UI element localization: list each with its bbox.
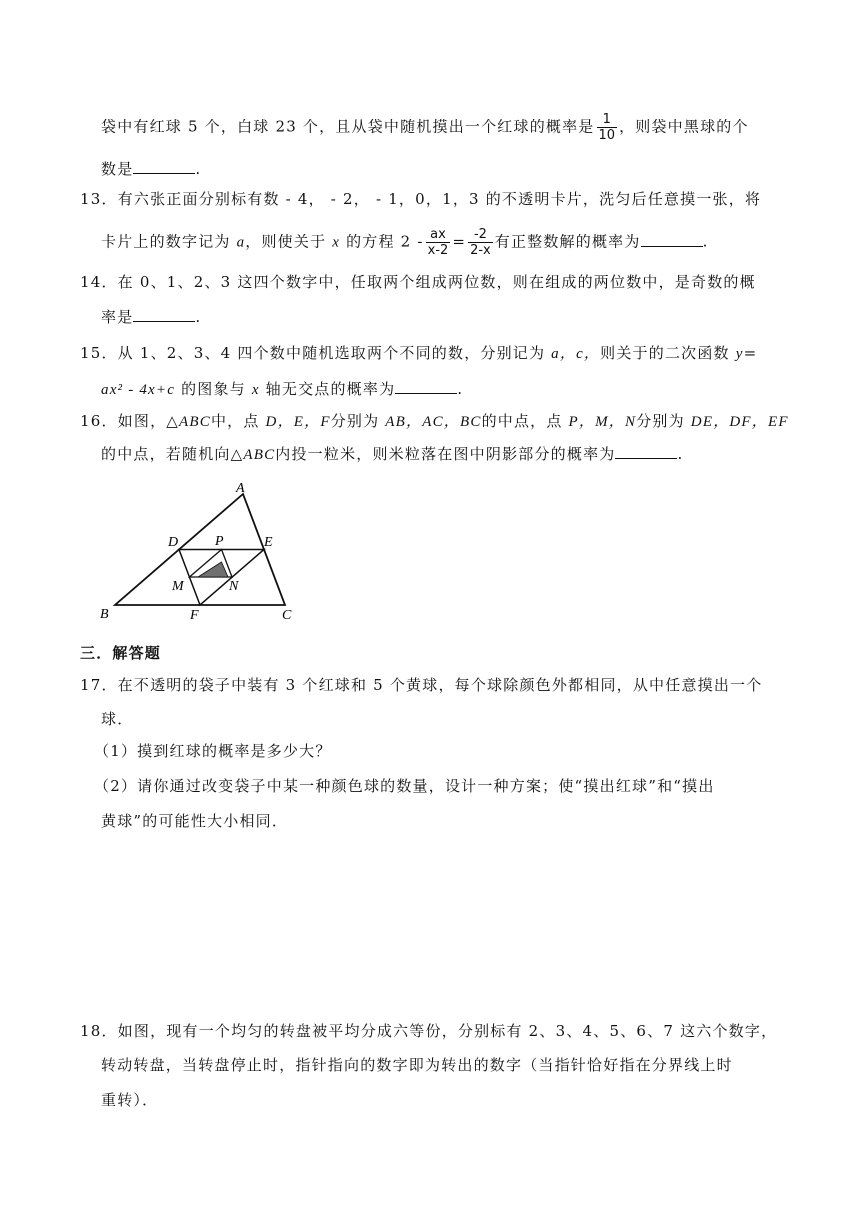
q16-text-1b: 中，点 xyxy=(210,412,260,430)
q17-sub2-line2 xyxy=(101,810,288,832)
triangle-figure xyxy=(90,478,350,628)
q17-line2 xyxy=(101,708,133,730)
q16-line1 xyxy=(80,410,789,433)
q16-abc-2: ABC xyxy=(243,447,276,463)
label-b: B xyxy=(100,607,109,622)
q17-sub2-text-2: 黄球”的可能性大小相同． xyxy=(101,812,289,830)
q12-text-a: 袋中有红球 5 个，白球 23 个，且从袋中随机摸出一个红球的概率是 xyxy=(101,117,595,136)
q13-answer-blank[interactable] xyxy=(641,230,703,247)
q15-eq: = xyxy=(743,344,758,362)
q16-pmn: P，M，N xyxy=(568,414,637,430)
q18-line3 xyxy=(101,1089,158,1111)
q17-sub1 xyxy=(94,740,332,762)
q12-answer-blank[interactable] xyxy=(133,157,195,174)
q13-line2 xyxy=(101,227,709,258)
q13-text-2a: 卡片上的数字记为 xyxy=(101,232,231,251)
q13-equals: = xyxy=(452,232,467,251)
q17-text-1: 17．在不透明的袋子中装有 3 个红球和 5 个黄球，每个球除颜色外都相同，从中任意摸出一个 xyxy=(80,676,763,694)
q18-text-1: 18．如图，现有一个均匀的转盘被平均分成六等份，分别标有 2、3、4、5、6、7 这六个数字， xyxy=(80,1022,778,1040)
q15-var-x: x xyxy=(251,382,260,398)
q16-text-2b: 内投一粒米，则米粒落在图中阴影部分的概率为 xyxy=(275,445,616,463)
q15-expr: ax² - 4x+c xyxy=(101,382,176,398)
q13-frac1-den: x-2 xyxy=(427,243,449,258)
q17-text-2: 球． xyxy=(101,710,134,728)
q16-text-2a: 的中点，若随机向△ xyxy=(101,445,244,463)
shaded-region xyxy=(198,562,228,577)
q17-sub1-text: （1）摸到红球的概率是多少大？ xyxy=(94,742,332,760)
q16-line2 xyxy=(101,442,683,466)
section-title: 三．解答题 xyxy=(80,644,162,662)
q13-text-2d: 有正整数解的概率为 xyxy=(494,232,641,251)
q14-line2 xyxy=(101,305,201,328)
q12-text-c: 数是 xyxy=(101,160,134,178)
q15-text-1a: 15．从 1、2、3、4 四个数中随机选取两个不同的数，分别记为 xyxy=(80,344,546,362)
label-m: M xyxy=(172,579,184,594)
q15-var-y: y xyxy=(735,346,744,362)
q16-segs: DE，DF，EF xyxy=(690,414,789,430)
section-heading xyxy=(80,642,161,664)
q15-line1 xyxy=(80,342,757,365)
q16-text-1a: 16．如图，△ xyxy=(80,412,180,430)
q12-end: . xyxy=(195,160,202,178)
label-p: P xyxy=(215,534,224,549)
q14-text-1: 14．在 0、1、2、3 这四个数字中，任取两个组成两位数，则在组成的两位数中，是奇数的概 xyxy=(80,273,756,291)
q17-line1 xyxy=(80,674,762,696)
q13-frac1-num: ax xyxy=(430,227,446,242)
q12-line2 xyxy=(101,157,201,180)
q16-text-1d: 的中点，点 xyxy=(481,412,563,430)
q13-frac2-den: 2-x xyxy=(470,243,491,258)
q14-end: . xyxy=(195,308,202,326)
q14-text-2: 率是 xyxy=(101,308,134,326)
q15-text-2b: 的图象与 xyxy=(181,380,246,398)
q15-answer-blank[interactable] xyxy=(395,377,457,394)
q15-vars-ac: a，c， xyxy=(551,346,601,362)
q12-frac-num: 1 xyxy=(602,112,611,127)
q16-abc: ABC xyxy=(179,414,211,430)
q13-line1 xyxy=(80,188,761,210)
q17-sub2-line1 xyxy=(94,775,715,797)
q13-frac2-num: -2 xyxy=(473,227,487,242)
q16-end: . xyxy=(677,445,684,463)
label-c: C xyxy=(282,608,292,623)
q13-fraction-2 xyxy=(468,227,493,258)
q16-answer-blank[interactable] xyxy=(615,442,677,459)
q12-frac-den: 10 xyxy=(598,128,616,143)
q13-fraction-1 xyxy=(426,227,451,258)
q15-text-1b: 则关于的二次函数 xyxy=(600,344,730,362)
q15-line2 xyxy=(101,377,463,401)
label-f: F xyxy=(190,608,199,623)
label-d: D xyxy=(168,535,179,550)
q15-text-2c: 轴无交点的概率为 xyxy=(265,380,396,398)
q18-line2 xyxy=(101,1054,733,1076)
q16-text-1e: 分别为 xyxy=(636,412,685,430)
q16-def: D，E，F xyxy=(265,414,331,430)
q18-text-3: 重转）． xyxy=(101,1091,159,1109)
label-a: A xyxy=(236,481,245,496)
label-e: E xyxy=(264,535,273,550)
q14-line1 xyxy=(80,271,756,293)
q18-line1 xyxy=(80,1020,777,1042)
q16-text-1c: 分别为 xyxy=(330,412,380,430)
q12-line1 xyxy=(101,112,749,143)
q13-text-2b: ，则使关于 xyxy=(245,232,327,251)
q13-var-a: a xyxy=(236,234,246,251)
q13-end: . xyxy=(702,232,709,251)
q13-text-1: 13．有六张正面分别标有数 - 4， - 2， - 1，0，1，3 的不透明卡片，洗匀后任意摸一张，将 xyxy=(80,190,762,208)
q14-answer-blank[interactable] xyxy=(133,305,195,322)
q12-text-b: ，则袋中黑球的个 xyxy=(619,117,749,136)
q12-fraction xyxy=(597,112,618,143)
q16-sides: AB，AC，BC xyxy=(385,414,482,430)
q13-text-2c: 的方程 2 - xyxy=(346,232,424,251)
label-n: N xyxy=(229,579,239,594)
q15-end: . xyxy=(457,380,464,398)
q18-text-2: 转动转盘，当转盘停止时，指针指向的数字即为转出的数字（当指针恰好指在分界线上时 xyxy=(101,1056,733,1074)
q13-var-x: x xyxy=(332,234,341,251)
q17-sub2-text-1: （2）请你通过改变袋子中某一种颜色球的数量，设计一种方案；使“摸出红球”和“摸出 xyxy=(94,777,715,795)
